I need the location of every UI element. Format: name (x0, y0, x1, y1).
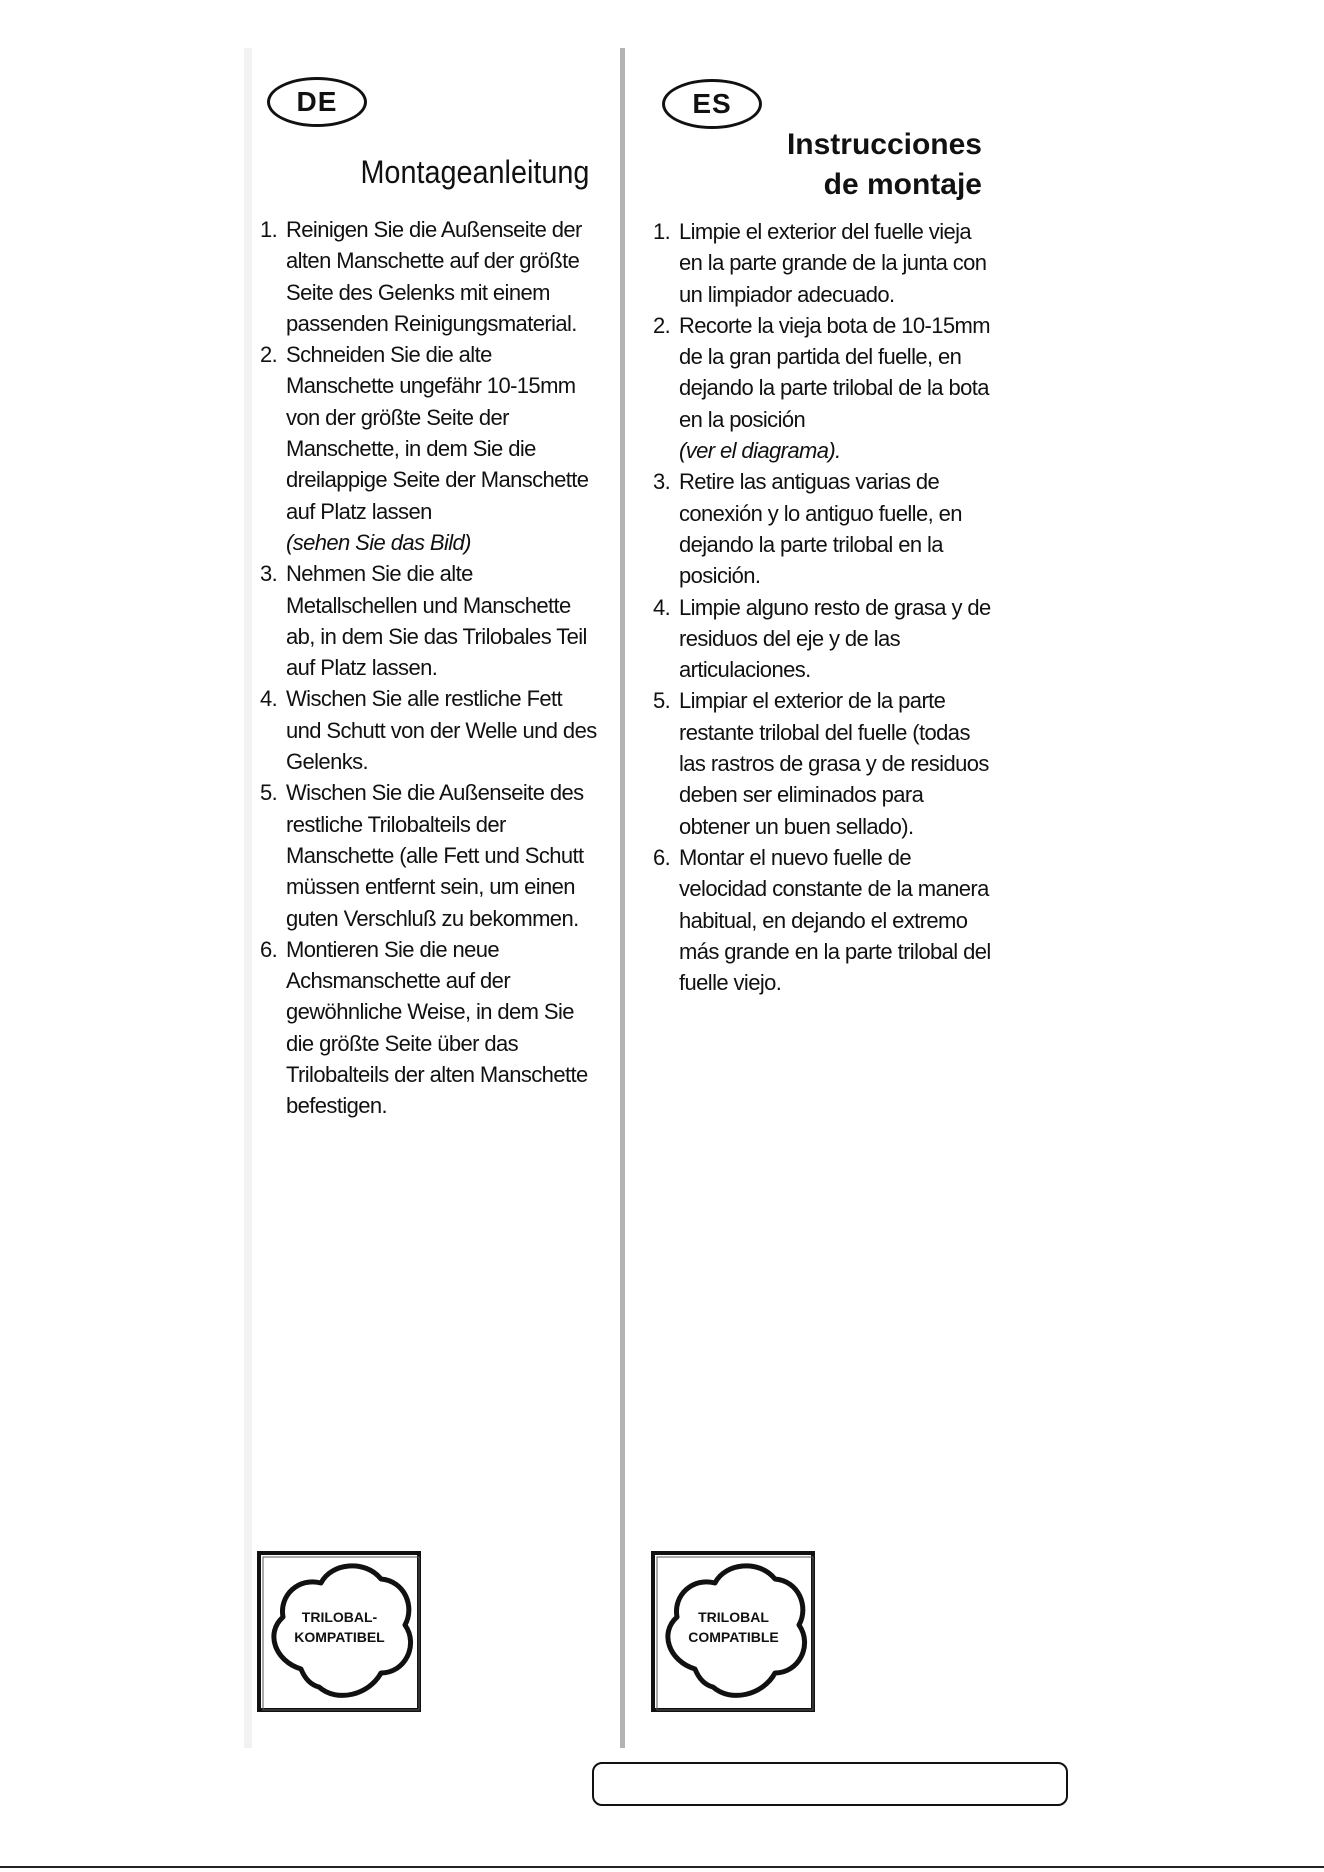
instruction-step (260, 339, 600, 558)
logo-label: TRILOBAL- KOMPATIBEL (294, 1609, 385, 1645)
instruction-step (653, 842, 993, 998)
instruction-step (260, 777, 600, 933)
step-number: 5. (260, 780, 278, 806)
step-text: Wischen Sie die Außenseite des restliche Trilobalteils der Manschette (alle Fett und Schutt müssen entfernt sein, um einen guten Verschluß zu bekommen. (286, 780, 584, 931)
logo-label: TRILOBAL COMPATIBLE (688, 1609, 779, 1645)
footer-box (592, 1762, 1068, 1806)
step-number: 1. (260, 217, 278, 242)
step-number: 3. (653, 469, 671, 495)
step-number: 2. (260, 342, 278, 368)
instruction-step (260, 934, 600, 1122)
language-badge-es: ES (662, 79, 762, 129)
step-number: 6. (260, 936, 278, 962)
step-text: Montieren Sie die neue Achsmanschette auf der gewöhnliche Weise, in dem Sie die größte Seite über das Trilobalteils der alten Manschette befestigen. (286, 936, 588, 1119)
step-text: Retire las antiguas varias de conexión y lo antiguo fuelle, en dejando la parte trilobal en la posición. (679, 469, 962, 589)
step-number: 1. (653, 219, 671, 244)
page-title-es: Instrucciones de montaje (786, 128, 982, 201)
step-number: 5. (653, 688, 671, 714)
column-divider (620, 48, 625, 1748)
step-text: Recorte la vieja bota de 10-15mm de la gran partida del fuelle, en dejando la parte trilobal de la bota en la posición (679, 312, 990, 432)
instruction-step (653, 216, 993, 310)
instruction-step (260, 683, 600, 777)
column-shade (244, 48, 252, 1748)
step-number: 6. (653, 844, 671, 870)
step-text: Nehmen Sie die alte Metallschellen und Manschette ab, in dem Sie das Trilobales Teil auf Platz lassen. (286, 561, 587, 681)
step-number: 4. (260, 686, 278, 712)
step-text: Montar el nuevo fuelle de velocidad constante de la manera habitual, en dejando el extremo más grande en la parte trilobal del fuelle viejo. (679, 844, 991, 996)
step-text: Limpiar el exterior de la parte restante trilobal del fuelle (todas las rastros de grasa y de residuos deben ser eliminados para obtener un buen sellado). (679, 688, 989, 839)
step-text: Wischen Sie alle restliche Fett und Schutt von der Welle und des Gelenks. (286, 686, 597, 775)
page-title-de: Montageanleitung (360, 154, 589, 190)
instruction-step (653, 592, 993, 686)
language-badge-de: DE (267, 77, 367, 127)
step-number: 3. (260, 561, 278, 587)
instruction-list-es (653, 216, 993, 998)
step-text: Limpie el exterior del fuelle vieja en la parte grande de la junta con un limpiador adecuado. (679, 219, 987, 307)
instruction-step (260, 214, 600, 339)
step-text: Limpie alguno resto de grasa y de residuos del eje y de las articulaciones. (679, 594, 991, 683)
step-number: 4. (653, 594, 671, 620)
step-number: 2. (653, 312, 671, 338)
instruction-list-de (260, 214, 600, 1122)
step-note: (sehen Sie das Bild) (286, 529, 471, 555)
instruction-step (653, 310, 993, 466)
bottom-rule (0, 1866, 1324, 1868)
instruction-step (653, 685, 993, 841)
instruction-step (260, 558, 600, 683)
step-text: Reinigen Sie die Außenseite der alten Manschette auf der größte Seite des Gelenks mit einem passenden Reinigungsmaterial. (286, 217, 582, 336)
step-note: (ver el diagrama). (679, 438, 841, 464)
instruction-step (653, 466, 993, 591)
step-text: Schneiden Sie die alte Manschette ungefähr 10-15mm von der größte Seite der Manschette, in dem Sie die dreilappige Seite der Manschette auf Platz lassen (286, 342, 589, 524)
trilobal-compatible-logo-es (651, 1551, 816, 1713)
trilobal-compatible-logo-de (257, 1551, 422, 1713)
